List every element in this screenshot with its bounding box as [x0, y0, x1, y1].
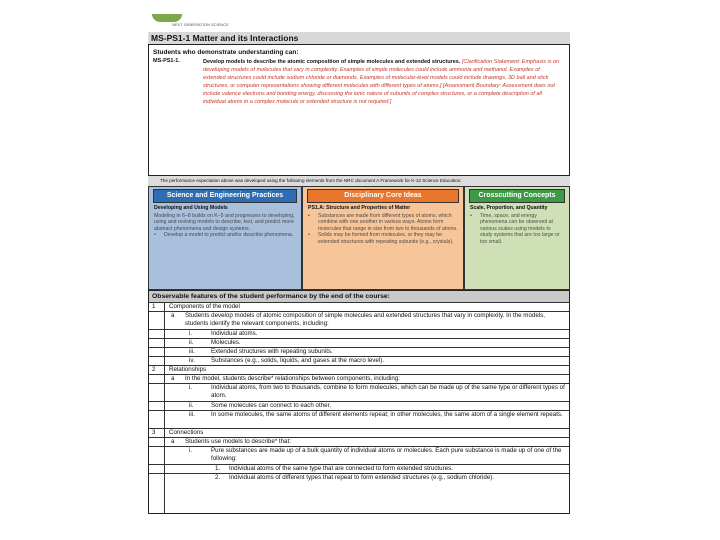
item-label: 1. — [215, 465, 221, 472]
cc-heading: Crosscutting Concepts — [469, 189, 565, 203]
table-row — [149, 473, 569, 492]
item-text: Molecules. — [211, 339, 241, 346]
section-title: Components of the model — [169, 303, 240, 310]
item-label: iv. — [189, 357, 195, 364]
item-text: Substances (e.g., solids, liquids, and gases at the macro level). — [211, 357, 384, 364]
item-text: Some molecules can connect to each other. — [211, 402, 332, 409]
table-row — [149, 383, 569, 402]
item-label: iii. — [189, 411, 195, 418]
cc-column — [464, 186, 570, 290]
pe-statement: Develop models to describe the atomic composition of simple molecules and extended structures. — [203, 59, 461, 65]
section-title: Relationships — [169, 366, 207, 373]
section-title: Connections — [169, 429, 204, 436]
sep-subheading: Developing and Using Models — [154, 205, 228, 211]
dci-heading: Disciplinary Core Ideas — [307, 189, 459, 203]
item-text: Individual atoms, from two to thousands, combine to form molecules, which can be made up of the same type or different types of atom. — [211, 384, 565, 399]
pe-text — [203, 58, 563, 106]
section-number: 3 — [152, 429, 156, 436]
table-row — [149, 410, 569, 429]
pe-clarification: [Clarification Statement: Emphasis is on developing models of molecules that vary in complexity. Examples of simple molecules could include ammonia and methanol. Examples of extended structures could include sodium chloride or diamonds. Examples of molecular-level models could include drawings, 3D ball and stick structures, or computer representations showing different molecules with different types of atoms.] [Assessment Boundary: Assessment does not include valence electrons and bonding energy, discussing the ionic nature of subunits of complex structures, or a complete description of all individual atoms in a complex molecule or extended structure is not required.] — [203, 59, 560, 105]
dci-bullet: • Substances are made from different types of atoms, which combine with one another in various ways. Atoms form molecules that range in size from two to thousands of atoms. — [308, 213, 458, 233]
item-label: a — [171, 375, 175, 382]
page-header — [148, 14, 570, 32]
framework-note: The performance expectation above was developed using the following elements from the NRC document A Framework for K-12 Science Education: — [148, 176, 570, 186]
item-label: a — [171, 312, 175, 319]
observable-title: Observable features of the student performance by the end of the course: — [149, 291, 569, 302]
item-text: In some molecules, the same atoms of different elements repeat; in other molecules, the same atom of a single element repeats. — [211, 411, 563, 418]
item-text: Students use models to describe* that: — [185, 438, 291, 445]
cc-subheading: Scale, Proportion, and Quantity — [470, 205, 548, 211]
sep-heading: Science and Engineering Practices — [153, 189, 297, 203]
sep-bullet: • Develop a model to predict and/or describe phenomena. — [154, 232, 296, 239]
performance-expectation-box — [148, 44, 570, 176]
sep-column — [148, 186, 302, 290]
item-label: i. — [189, 330, 193, 337]
item-text: Individual atoms of different types that repeat to form extended structures (e.g., sodium chloride). — [229, 474, 495, 481]
page-title: MS-PS1-1 Matter and its Interactions — [148, 32, 570, 44]
item-label: a — [171, 438, 175, 445]
cc-bullet: • Time, space, and energy phenomena can be observed at various scales using models to study systems that are too large or too small. — [470, 213, 564, 246]
item-label: i. — [189, 384, 193, 391]
dci-bullet: • Solids may be formed from molecules, or they may be extended structures with repeating subunits (e.g., crystals). — [308, 232, 458, 245]
observable-features-table — [148, 290, 570, 514]
item-text: Students develop models of atomic composition of simple molecules and extended structures that vary in complexity. In the models, students identify the relevant components, including: — [185, 312, 545, 327]
section-number: 2 — [152, 366, 156, 373]
sep-body: Modeling in 6–8 builds on K–5 and progresses to developing, using and revising models to describe, test, and predict more abstract phenomena and design systems. — [154, 212, 295, 232]
item-label: ii. — [189, 339, 194, 346]
dci-subheading: PS1.A: Structure and Properties of Matter — [308, 205, 411, 211]
item-label: i. — [189, 447, 193, 454]
dci-column — [302, 186, 464, 290]
standards-page — [148, 14, 570, 514]
table-row — [149, 446, 569, 465]
item-label: iii. — [189, 348, 195, 355]
item-text: In the model, students describe* relationships between components, including: — [185, 375, 400, 382]
item-text: Pure substances are made up of a bulk quantity of individual atoms or molecules. Each pure substance is made up of one of the following: — [211, 447, 562, 462]
item-text: Extended structures with repeating subunits. — [211, 348, 333, 355]
pe-intro: Students who demonstrate understanding can: — [153, 49, 299, 56]
ngss-logo-icon — [152, 14, 182, 22]
item-text: Individual atoms of the same type that are connected to form extended structures. — [229, 465, 453, 472]
item-text: Individual atoms. — [211, 330, 258, 337]
item-label: ii. — [189, 402, 194, 409]
pe-code: MS-PS1-1. — [153, 58, 180, 64]
item-label: 2. — [215, 474, 221, 481]
section-number: 1 — [152, 303, 156, 310]
table-row — [149, 311, 569, 330]
logo-caption: NEXT GENERATION SCIENCE — [172, 22, 229, 27]
